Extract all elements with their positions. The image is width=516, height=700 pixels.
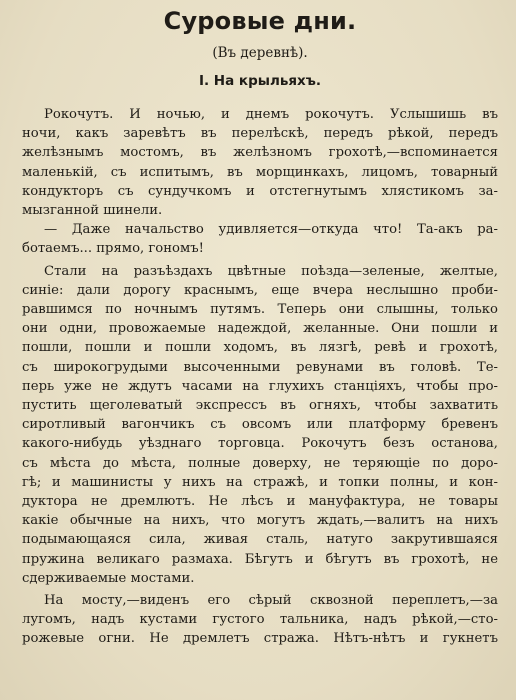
text-line: лугомъ, надъ кустами густого тальника, надъ рѣкой,—сто- <box>22 612 498 628</box>
text-line: пошли, пошли и пошли ходомъ, въ лязгѣ, ревѣ и грохотѣ, <box>22 340 498 356</box>
paragraph-1 <box>22 105 498 220</box>
text-line: желѣзнымъ мостомъ, въ желѣзномъ грохотѣ,—вспоминается <box>22 145 498 161</box>
paragraph-3 <box>22 262 498 588</box>
paragraph-2 <box>22 220 498 258</box>
text-line: Рокочутъ. И ночью, и днемъ рокочутъ. Услышишь въ <box>44 107 498 122</box>
section-heading: I. На крыльяхъ. <box>198 73 322 89</box>
text-line: какіе обычные на нихъ, что могутъ ждать,—валитъ на нихъ <box>22 513 498 529</box>
text-line: ботаемъ... прямо, гономъ! <box>22 241 204 257</box>
text-line: мызганной шинели. <box>22 203 163 219</box>
text-line: пружина великаго размаха. Бѣгутъ и бѣгутъ въ грохотѣ, не <box>22 551 498 567</box>
text-line: сиротливый вагончикъ съ овсомъ или платформу бревенъ <box>22 417 498 433</box>
page-subtitle: (Въ деревнѣ). <box>212 45 308 61</box>
text-line: — Даже начальство удивляется—откуда что! Та-акъ ра- <box>44 222 498 238</box>
text-line: На мосту,—виденъ его сѣрый сквозной переплетъ,—за <box>44 593 498 609</box>
text-line: какого-нибудь уѣзднаго торговца. Рокочутъ безъ останова, <box>22 436 498 452</box>
text-line: гѣ; и машинисты у нихъ на стражѣ, и топки полны, и кон- <box>22 474 498 490</box>
text-line: синіе: дали дорогу краснымъ, еще вчера неслышно проби- <box>22 282 498 298</box>
text-line: кондукторъ съ сундучкомъ и отстегнутымъ хлястикомъ за- <box>22 183 498 199</box>
paragraph-4 <box>22 591 498 649</box>
text-line: съ мѣста до мѣста, полные доверху, не теряющіе по доро- <box>22 455 498 471</box>
text-line: они одни, провожаемые надеждой, желанные. Они пошли и <box>22 321 498 337</box>
page-title: Суровые дни. <box>163 7 357 35</box>
text-line: сдерживаемые мостами. <box>22 570 195 586</box>
text-line: рожевые огни. Не дремлетъ стража. Нѣтъ-нѣтъ и гукнетъ <box>22 631 498 647</box>
text-line: Стали на разъѣздахъ цвѣтные поѣзда—зеленые, желтые, <box>44 263 498 279</box>
text-line: съ широкогрудыми высоченными ревунами въ головѣ. Те- <box>22 359 498 375</box>
text-line: маленькій, съ испитымъ, въ морщинкахъ, лицомъ, товарный <box>22 164 498 180</box>
text-line: перь уже не ждутъ часами на глухихъ станціяхъ, чтобы про- <box>22 378 498 394</box>
text-line: дуктора не дремлютъ. Не лѣсъ и мануфактура, не товары <box>22 494 498 510</box>
text-line: пустить щеголеватый экспрессъ въ огняхъ, чтобы захватить <box>22 398 498 414</box>
text-line: подымающаяся сила, живая сталь, натуго закрутившаяся <box>22 532 498 548</box>
text-line: ночи, какъ заревѣтъ въ перелѣскѣ, передъ рѣкой, передъ <box>22 126 498 142</box>
text-line: равшимся по ночнымъ путямъ. Теперь они слышны, только <box>22 302 498 318</box>
